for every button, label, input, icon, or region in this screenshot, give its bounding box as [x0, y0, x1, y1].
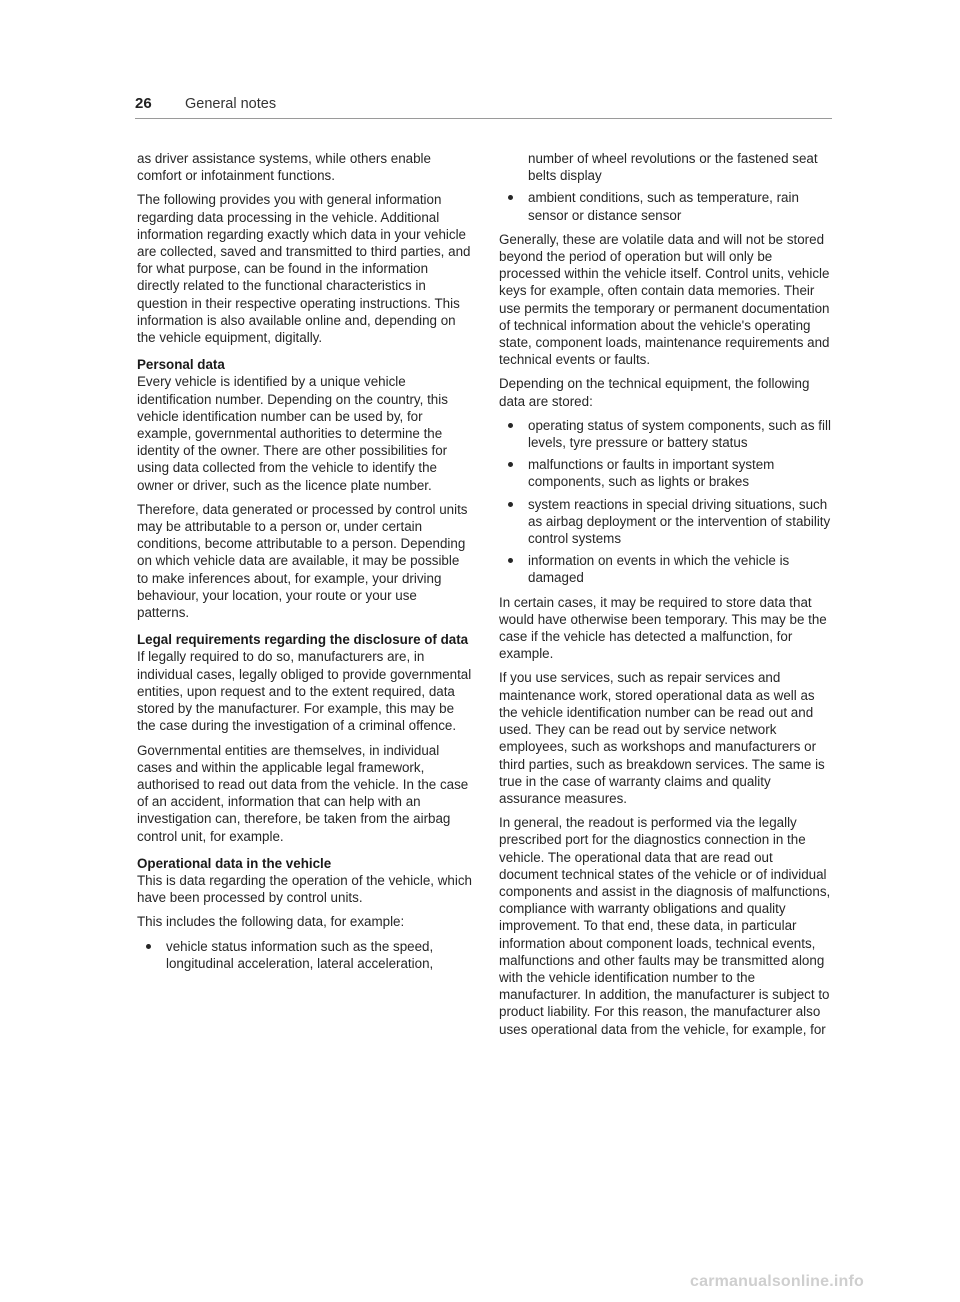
list-item-text: malfunctions or faults in important system components, such as lights or brakes: [528, 457, 775, 490]
paragraph: Generally, these are volatile data and will not be stored beyond the period of operation but will only be processed within the vehicle itself. Control units, vehicle keys for example, often contain data memories. Their use permits the temporary or permanent documentation of technical information about the vehicle's operating state, component loads, maintenance requirements and technical events or faults.: [499, 231, 830, 368]
list-item: [499, 456, 834, 490]
page-header: [135, 94, 832, 119]
bullet-list: [137, 938, 472, 972]
paragraph: If legally required to do so, manufacturers are, in individual cases, legally obliged to provide governmental entities, upon request and to the extent required, data stored by the manufacturer. For example, this may be the case during the investigation of a criminal offence.: [137, 649, 472, 734]
bullet-icon: [146, 944, 151, 949]
paragraph: If you use services, such as repair services and maintenance work, stored operational data as well as the vehicle identification number can be read out and used. They can be read out by service network employees, such as workshops and manufacturers or third parties, such as breakdown services. The same is true in the case of warranty claims and quality assurance measures.: [499, 670, 825, 806]
heading-personal-data: Personal data: [137, 357, 225, 373]
list-item-continuation: number of wheel revolutions or the fastened seat belts display: [528, 151, 818, 184]
watermark: carmanualsonline.info: [690, 1273, 865, 1290]
paragraph: Depending on the technical equipment, the following data are stored:: [499, 376, 810, 409]
heading-legal-requirements: Legal requirements regarding the disclosure of data: [137, 632, 469, 648]
list-item: [499, 496, 834, 548]
paragraph: This is data regarding the operation of the vehicle, which have been processed by control units.: [137, 872, 472, 906]
list-item-text: operating status of system components, such as fill levels, tyre pressure or battery status: [528, 417, 831, 451]
page-number: 26: [135, 95, 152, 112]
paragraph: Every vehicle is identified by a unique vehicle identification number. Depending on the country, this vehicle identification number can be used by, for example, governmental authorities to determine the identity of the owner. There are other possibilities for using data collected from the vehicle to identify the owner or driver, such as the licence plate number.: [137, 374, 448, 493]
paragraph: Governmental entities are themselves, in individual cases and within the applicable legal framework, authorised to read out data from the vehicle. In the case of an accident, information that can help with an investigation can, therefore, be taken from the airbag control unit, for example.: [137, 742, 469, 844]
list-item-text: ambient conditions, such as temperature, rain sensor or distance sensor: [528, 190, 799, 223]
right-column: [499, 150, 834, 1045]
list-item-text: information on events in which the vehicle is damaged: [528, 553, 790, 586]
paragraph: as driver assistance systems, while others enable comfort or infotainment functions.: [137, 151, 431, 184]
paragraph: In general, the readout is performed via the legally prescribed port for the diagnostics connection in the vehicle. The operational data that are read out document technical states of the vehicle or of individual components and assist in the diagnosis of malfunctions, compliance with warranty obligations and quality improvement. To that end, these data, in particular information about component loads, technical events, malfunctions and other faults may be transmitted along with the vehicle identification number to the manufacturer. In addition, the manufacturer is subject to product liability. For this reason, the manufacturer also uses operational data from the vehicle, for example, for: [499, 815, 831, 1037]
heading-operational-data: Operational data in the vehicle: [137, 855, 332, 871]
list-item: [499, 552, 834, 586]
list-item: [499, 189, 834, 223]
bullet-icon: [508, 462, 513, 467]
paragraph: The following provides you with general information regarding data processing in the vehicle. Additional information regarding exactly which data in your vehicle are collected, saved and transmitted to third parties, and for what purpose, can be found in the information directly related to the functional characteristics in question in their respective operating instructions. This information is also available online and, depending on the vehicle equipment, digitally.: [137, 192, 471, 346]
paragraph: This includes the following data, for example:: [137, 914, 405, 930]
bullet-list: [499, 417, 834, 587]
bullet-icon: [508, 195, 513, 200]
bullet-icon: [508, 423, 513, 428]
bullet-icon: [508, 558, 513, 563]
bullet-list: [499, 189, 834, 223]
list-item-text: vehicle status information such as the speed, longitudinal acceleration, lateral acceleration,: [166, 938, 434, 971]
list-item: [137, 938, 472, 972]
section-title: General notes: [185, 96, 277, 112]
paragraph: In certain cases, it may be required to store data that would have otherwise been temporary. This may be the case if the vehicle has detected a malfunction, for example.: [499, 594, 827, 662]
list-item: [499, 417, 834, 451]
list-item-text: system reactions in special driving situations, such as airbag deployment or the intervention of stability control systems: [528, 496, 831, 547]
bullet-icon: [508, 502, 513, 507]
paragraph: Therefore, data generated or processed by control units may be attributable to a person or, under certain conditions, become attributable to a person. Depending on which vehicle data are available, it may be possible to make inferences about, for example, your driving behaviour, your location, your route or your use patterns.: [137, 501, 468, 621]
left-column: [137, 150, 472, 979]
